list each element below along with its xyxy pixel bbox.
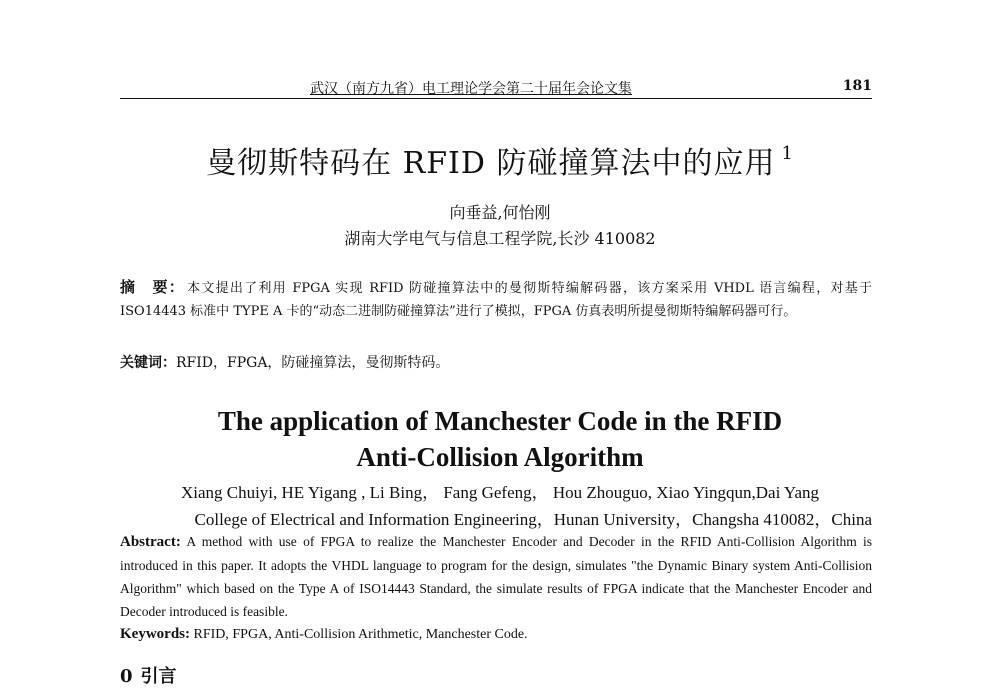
section-title: 引言 (140, 666, 177, 687)
keywords-cn-text: RFID，FPGA，防碰撞算法，曼彻斯特码。 (176, 355, 450, 371)
affiliation-chinese: 湖南大学电气与信息工程学院,长沙 410082 (344, 229, 656, 248)
paper-title-english (0, 403, 1000, 475)
title-en-line1: The application of Manchester Code in the RFID (217, 406, 783, 436)
abstract-en-text: A method with use of FPGA to realize the Manchester Encoder and Decoder in the RFID Anti-Collision Algorithm is introduced in this paper. It adopts the VHDL language to program for the design, simulates "the Dynamic Binary system Anti-Collision Algorithm" which based on the Type A of ISO14443 Standard, the simulate results of FPGA indicate that the Manchester Encoder and Decoder introduced is feasible. (120, 534, 872, 619)
keywords-english (120, 626, 872, 643)
keywords-chinese (120, 352, 872, 372)
keywords-en-text: RFID, FPGA, Anti-Collision Arithmetic, Manchester Code. (190, 627, 528, 642)
header-rule (120, 98, 872, 99)
keywords-en-label: Keywords: (120, 626, 190, 642)
section-heading-introduction (120, 662, 177, 688)
abstract-en-label: Abstract: (120, 534, 181, 550)
keywords-cn-label: 关键词： (120, 355, 176, 371)
journal-title: 武汉（南方九省）电工理论学会第二十届年会论文集 (310, 81, 632, 97)
title-en-line2: Anti-Collision Algorithm (356, 442, 644, 472)
section-number: 0 (120, 666, 133, 687)
abstract-cn-text: 本文提出了利用 FPGA 实现 RFID 防碰撞算法中的曼彻斯特编解码器，该方案采用 VHDL 语言编程，对基于 ISO14443 标准中 TYPE A 卡的“动态二进制防碰撞算法”进行了模拟，FPGA 仿真表明所提曼彻斯特编解码器可行。 (120, 281, 872, 319)
abstract-english (120, 530, 872, 623)
running-header (120, 76, 872, 100)
abstract-chinese (120, 276, 872, 323)
title-cn-text: 曼彻斯特码在 RFID 防碰撞算法中的应用 (206, 146, 776, 181)
authors-chinese: 向垂益,何怡刚 (449, 203, 551, 222)
paper-title-chinese (0, 138, 1000, 182)
page-number: 181 (842, 78, 872, 94)
title-footnote-mark: 1 (781, 143, 794, 164)
affiliation-english: College of Electrical and Information Engineering，Hunan University，Changsha 410082，China (194, 510, 872, 529)
abstract-cn-label: 摘 要： (120, 278, 186, 296)
authors-english: Xiang Chuiyi, HE Yigang , Li Bing， Fang Gefeng， Hou Zhouguo, Xiao Yingqun,Dai Yang (180, 483, 820, 502)
